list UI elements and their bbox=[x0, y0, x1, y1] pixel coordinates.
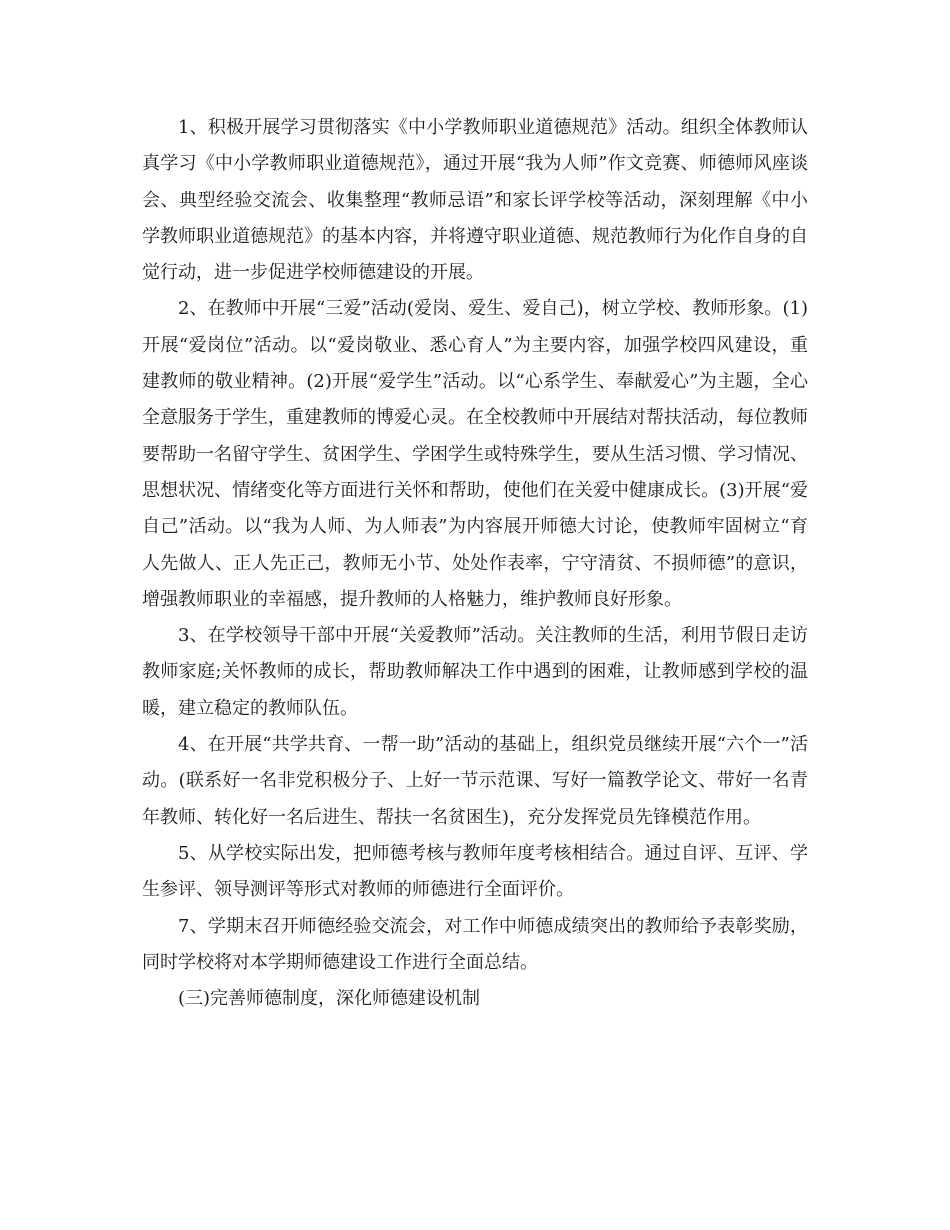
section-heading: (三)完善师德制度，深化师德建设机制 bbox=[178, 988, 481, 1010]
paragraph-5: 5、从学校实际出发，把师德考核与教师年度考核相结合。通过自评、互评、学生参评、领导测评等形式对教师的师德进行全面评价。 bbox=[142, 842, 808, 901]
paragraph-3: 3、在学校领导干部中开展“关爱教师”活动。关注教师的生活，利用节假日走访教师家庭;关怀教师的成长，帮助教师解决工作中遇到的困难，让教师感到学校的温暖，建立稳定的教师队伍。 bbox=[142, 625, 808, 719]
paragraph-1: 1、积极开展学习贯彻落实《中小学教师职业道德规范》活动。组织全体教师认真学习《中小学教师职业道德规范》，通过开展“我为人师”作文竞赛、师德师风座谈会、典型经验交流会、收集整理“教师忌语”和家长评学校等活动，深刻理解《中小学教师职业道德规范》的基本内容，并将遵守职业道德、规范教师行为化作自身的自觉行动，进一步促进学校师德建设的开展。 bbox=[142, 117, 808, 284]
paragraph-7: 7、学期末召开师德经验交流会，对工作中师德成绩突出的教师给予表彰奖励，同时学校将对本学期师德建设工作进行全面总结。 bbox=[142, 915, 808, 973]
paragraph-4: 4、在开展“共学共育、一帮一助”活动的基础上，组织党员继续开展“六个一”活动。(联系好一名非党积极分子、上好一节示范课、写好一篇教学论文、带好一名青年教师、转化好一名后进生、帮扶一名贫困生)，充分发挥党员先锋模范作用。 bbox=[142, 734, 808, 828]
document-body bbox=[142, 110, 808, 1017]
paragraph-2: 2、在教师中开展“三爱”活动(爱岗、爱生、爱自己)，树立学校、教师形象。(1)开展“爱岗位”活动。以“爱岗敬业、悉心育人”为主要内容，加强学校四风建设，重建教师的敬业精神。(2)开展“爱学生”活动。以“心系学生、奉献爱心”为主题，全心全意服务于学生，重建教师的博爱心灵。在全校教师中开展结对帮扶活动，每位教师要帮助一名留守学生、贫困学生、学困学生或特殊学生，要从生活习惯、学习情况、思想状况、情绪变化等方面进行关怀和帮助，使他们在关爱中健康成长。(3)开展“爱自己”活动。以“我为人师、为人师表”为内容展开师德大讨论，使教师牢固树立“育人先做人、正人先正己，教师无小节、处处作表率，宁守清贫、不损师德”的意识，增强教师职业的幸福感，提升教师的人格魅力，维护教师良好形象。 bbox=[142, 298, 808, 610]
